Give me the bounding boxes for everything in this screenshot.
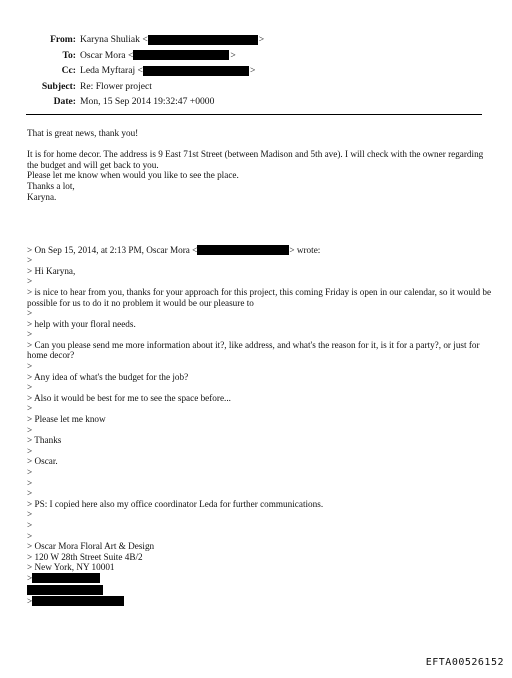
quote-marker: > [27, 382, 33, 393]
quoted-line: > PS: I copied here also my office coordinator Leda for further communications. [27, 498, 324, 509]
redaction-bar [133, 50, 229, 60]
quoted-line: > Can you please send me more information about it?, like address, and what's the reason for it, is it for a party?, or just for home decor? [27, 339, 482, 361]
close-bracket: > [230, 49, 236, 61]
signature-line: > Oscar Mora Floral Art & Design [27, 541, 155, 552]
quote-marker: > [27, 308, 33, 319]
reply-line: Please let me know when would you like to see the place. [27, 170, 239, 181]
date-label: Date: [53, 96, 76, 107]
quote-marker: > [27, 595, 33, 606]
quote-marker: > [27, 530, 33, 541]
reply-line: Thanks a lot, [27, 180, 75, 191]
from-name: Karyna Shuliak < [80, 34, 148, 45]
quoted-line: > Thanks [27, 435, 62, 446]
subject-value: Re: Flower project [80, 80, 152, 92]
quote-marker: > [27, 509, 33, 520]
quoted-line: > Oscar. [27, 456, 58, 467]
cc-row [0, 63, 512, 79]
quoted-intro [27, 245, 492, 256]
quoted-line: > Please let me know [27, 414, 106, 425]
from-label: From: [50, 34, 76, 45]
quote-marker: > [27, 519, 33, 530]
from-value [80, 32, 264, 48]
quote-marker: > [27, 572, 33, 583]
quoted-intro-end: > wrote: [289, 244, 321, 255]
redaction-bar [148, 35, 258, 45]
redaction-bar [143, 66, 249, 76]
redacted-line [27, 573, 492, 584]
subject-label: Subject: [41, 80, 76, 92]
from-row [0, 32, 512, 48]
close-bracket: > [249, 65, 256, 76]
redacted-line [27, 596, 492, 607]
email-body [27, 128, 492, 606]
quote-marker: > [27, 276, 33, 287]
quote-marker: > [27, 255, 33, 266]
redaction-bar [197, 245, 289, 255]
quote-marker: > [27, 403, 33, 414]
redaction-bar [32, 596, 124, 606]
signature-line: > 120 W 28th Street Suite 4B/2 [27, 551, 143, 562]
document-id: EFTA00526152 [425, 657, 504, 668]
cc-name: Leda Myftaraj < [80, 65, 143, 76]
header-divider [26, 114, 482, 115]
date-row [0, 94, 512, 110]
quote-marker: > [27, 329, 33, 340]
to-value [80, 48, 236, 64]
quoted-line: > Also it would be best for me to see the space before... [27, 392, 231, 403]
to-name: Oscar Mora < [80, 49, 134, 61]
cc-label: Cc: [61, 65, 76, 76]
to-label: To: [62, 49, 76, 61]
signature-line: > New York, NY 10001 [27, 562, 115, 573]
reply-line: Karyna. [27, 191, 57, 202]
quote-marker: > [27, 445, 33, 456]
quote-marker: > [27, 488, 33, 499]
to-row [0, 48, 512, 64]
date-value: Mon, 15 Sep 2014 19:32:47 +0000 [80, 96, 215, 107]
quoted-line: > help with your floral needs. [27, 318, 136, 329]
redaction-bar [32, 573, 100, 583]
cc-value [80, 63, 255, 79]
quote-marker: > [27, 424, 33, 435]
quoted-intro-start: > On Sep 15, 2014, at 2:13 PM, Oscar Mora < [27, 244, 198, 255]
close-bracket: > [258, 34, 265, 45]
quoted-line: > is nice to hear from you, thanks for your approach for this project, this coming Friday is open in our calendar, so it would be possible for us to do it no problem it would be our pleasure to [27, 286, 494, 308]
quoted-line: > Hi Karyna, [27, 265, 76, 276]
redaction-bar [27, 585, 103, 595]
quote-marker: > [27, 477, 33, 488]
email-header [0, 32, 512, 110]
reply-line: That is great news, thank you! [27, 128, 139, 138]
quote-marker: > [27, 467, 33, 477]
subject-row [0, 79, 512, 95]
quote-marker: > [27, 361, 33, 372]
reply-line: It is for home decor. The address is 9 East 71st Street (between Madison and 5th ave). I will check with the owner regarding the budget and will get back to you. [27, 149, 486, 170]
quoted-line: > Any idea of what's the budget for the job? [27, 371, 189, 382]
